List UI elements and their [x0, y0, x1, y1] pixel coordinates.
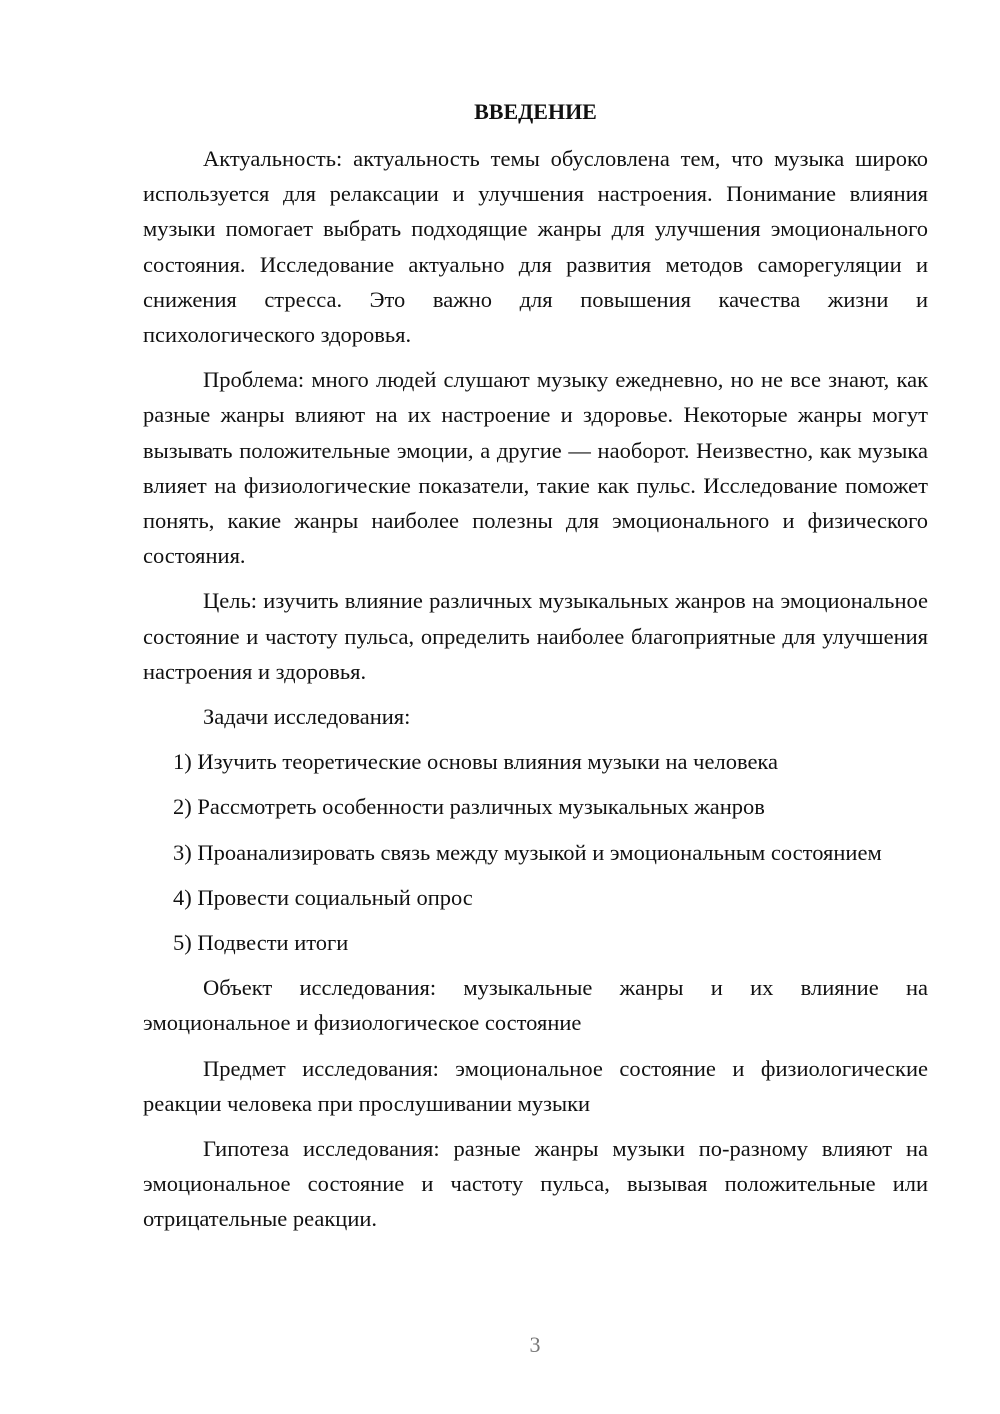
list-item: 1) Изучить теоретические основы влияния музыки на человека — [173, 749, 779, 775]
problem-paragraph: Проблема: много людей слушают музыку ежедневно, но не все знают, как разные жанры влияют на их настроение и здоровье. Некоторые жанры могут вызывать положительные эмоции, а другие — наоборот. Неизвестно, как музыка влияет на физиологические показатели, такие как пульс. Исследование поможет понять, какие жанры наиболее полезны для эмоционального и физического состояния. — [143, 367, 928, 569]
relevance-paragraph: Актуальность: актуальность темы обусловлена тем, что музыка широко используется для релаксации и улучшения настроения. Понимание влияния музыки помогает выбрать подходящие жанры для улучшения эмоционального состояния. Исследование актуально для развития методов саморегуляции и снижения стресса. Это важно для повышения качества жизни и психологического здоровья. — [143, 146, 928, 348]
hypothesis-paragraph: Гипотеза исследования: разные жанры музыки по-разному влияют на эмоциональное состояние и частоту пульса, вызывая положительные или отрицательные реакции. — [143, 1136, 928, 1232]
document-body — [143, 94, 928, 1247]
goal-paragraph: Цель: изучить влияние различных музыкальных жанров на эмоциональное состояние и частоту пульса, определить наиболее благоприятные для улучшения настроения и здоровья. — [143, 588, 928, 684]
list-item: 5) Подвести итоги — [173, 930, 349, 956]
subject-paragraph: Предмет исследования: эмоциональное состояние и физиологические реакции человека при прослушивании музыки — [143, 1055, 928, 1116]
tasks-heading: Задачи исследования: — [203, 704, 411, 730]
list-item: 4) Провести социальный опрос — [173, 884, 473, 910]
tasks-list — [143, 744, 928, 960]
list-item: 2) Рассмотреть особенности различных музыкальных жанров — [173, 794, 765, 820]
object-paragraph: Объект исследования: музыкальные жанры и их влияние на эмоциональное и физиологическое состояние — [143, 975, 928, 1036]
section-title: ВВЕДЕНИЕ — [474, 99, 597, 124]
page-number: 3 — [529, 1332, 541, 1357]
list-item: 3) Проанализировать связь между музыкой и эмоциональным состоянием — [173, 839, 882, 865]
